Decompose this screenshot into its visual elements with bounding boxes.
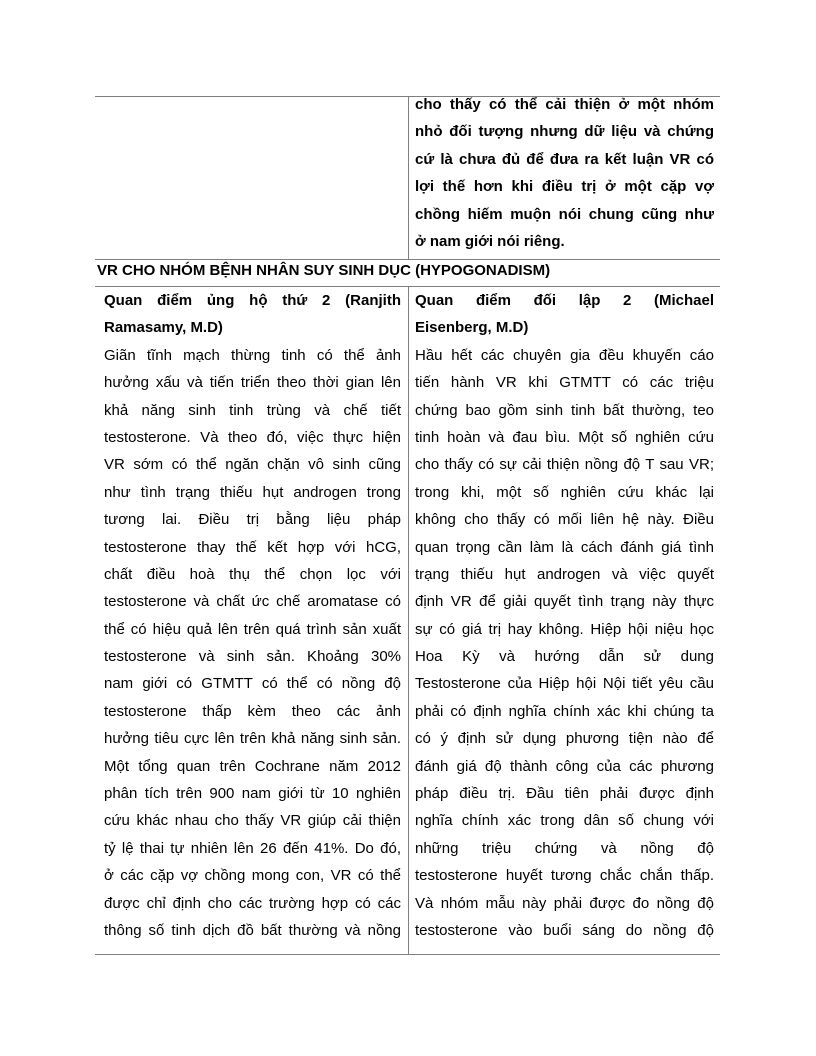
text-line: Hoa Kỳ và hướng dẫn sử dung (415, 648, 714, 666)
text-line: phân tích trên 900 nam giới từ 10 nghiên (104, 785, 401, 803)
text-line: testosterone vào buổi sáng do nồng độ (415, 921, 714, 939)
text-line: đánh giá độ thành công của các phương (415, 757, 714, 775)
text-line: tinh hoàn và đau bìu. Một số nghiên cứu (415, 428, 714, 446)
right-column-cell (415, 287, 714, 944)
text-line: tỷ lệ thai tự nhiên lên 26 đến 41%. Do đó, (104, 839, 401, 857)
column-divider (408, 286, 409, 954)
text-line: pháp điều trị. Đầu tiên phải được định (415, 785, 714, 803)
text-line: Một tổng quan trên Cochrane năm 2012 (104, 757, 401, 775)
left-title-line: Quan điểm ủng hộ thứ 2 (Ranjith (104, 292, 401, 309)
text-line: cho thấy có sự cải thiện nồng độ T sau VR; (415, 456, 714, 474)
text-line: testosterone và chất ức chế aromatase có (104, 593, 401, 611)
text-line: cứ là chưa đủ để đưa ra kết luận VR có (415, 150, 714, 168)
text-line: những triệu chứng và nồng độ (415, 839, 714, 857)
text-line: như tình trạng thiếu hụt androgen trong (104, 483, 401, 501)
text-line: chứng bao gồm sinh tinh bất thường, teo (415, 401, 714, 419)
text-line: không cho thấy có mối liên hệ này. Điều (415, 511, 714, 529)
text-line: được chỉ định cho các trường hợp có các (104, 894, 401, 912)
text-line: tương lai. Điều trị bằng liệu pháp (104, 511, 401, 529)
text-line: phải có định nghĩa chính xác khi chúng ta (415, 702, 714, 720)
text-line: Và nhóm mẫu này phải được đo nồng độ (415, 894, 714, 912)
text-line: nghĩa chính xác trong dân số chung với (415, 812, 714, 830)
text-line: định VR để giải quyết tình trạng này thực (415, 593, 714, 611)
text-line: trạng thiếu hụt androgen và việc quyết (415, 565, 714, 583)
text-line: chồng hiếm muộn nói chung cũng như (415, 205, 714, 223)
table-bottom-rule (95, 954, 720, 955)
text-line: ở nam giới nói riêng. (415, 232, 565, 250)
text-line: nam giới có GTMTT có thể có nồng độ (104, 675, 401, 693)
text-line: thông số tinh dịch đồ bất thường và nồng (104, 921, 401, 939)
top-row-divider (408, 96, 409, 259)
text-line: cứu khác nhau cho thấy VR giúp cải thiện (104, 812, 401, 830)
right-title-line: Eisenberg, M.D) (415, 319, 529, 337)
text-line: VR sớm có thể ngăn chặn vô sinh cũng (104, 456, 401, 474)
text-line: chất điều hoà thụ thể chọn lọc với (104, 565, 401, 583)
text-line: nhỏ đối tượng nhưng dữ liệu và chứng (415, 123, 714, 141)
text-line: khả năng sinh tinh trùng và chế tiết (104, 401, 401, 419)
text-line: hưởng tiêu cực lên trên khả năng sinh sản. (104, 730, 401, 748)
text-line: tiến hành VR khi GTMTT có các triệu (415, 374, 714, 392)
text-line: hưởng xấu và tiến triển theo thời gian lên (104, 374, 401, 392)
right-title-line: Quan điểm đối lập 2 (Michael (415, 292, 714, 309)
text-line: trong khi, một số nghiên cứu khác lại (415, 483, 714, 501)
text-line: cho thấy có thể cải thiện ở một nhóm (415, 96, 714, 113)
text-line: testosterone. Và theo đó, việc thực hiện (104, 428, 401, 446)
text-line: Hầu hết các chuyên gia đều khuyến cáo (415, 346, 714, 364)
left-title-line: Ramasamy, M.D) (104, 319, 223, 337)
text-line: thể có hiệu quả lên trên quá trình sản xuất (104, 620, 401, 638)
text-line: ở các cặp vợ chồng mong con, VR có thể (104, 867, 401, 885)
text-line: lợi thế hơn khi điều trị ở một cặp vợ (415, 178, 714, 196)
section-heading: VR CHO NHÓM BỆNH NHÂN SUY SINH DỤC (HYPOGONADISM) (97, 262, 551, 279)
text-line: quan trọng cần làm là cách đánh giá tình (415, 538, 714, 556)
text-line: testosterone thay thế kết hợp với hCG, (104, 538, 401, 556)
text-line: có ý định sử dụng phương tiện nào để (415, 730, 714, 748)
text-line: testosterone huyết tương chắc chắn thấp. (415, 867, 714, 885)
text-line: testosterone thấp kèm theo các ảnh (104, 702, 401, 720)
text-line: Giãn tĩnh mạch thừng tinh có thể ảnh (104, 346, 401, 364)
top-row-right-cell (415, 91, 714, 255)
left-column-cell (104, 287, 401, 944)
text-line: sự có giá trị hay không. Hiệp hội niệu học (415, 620, 714, 638)
text-line: Testosterone của Hiệp hội Nội tiết yêu cầu (415, 675, 714, 693)
text-line: testosterone và sinh sản. Khoảng 30% (104, 648, 401, 666)
